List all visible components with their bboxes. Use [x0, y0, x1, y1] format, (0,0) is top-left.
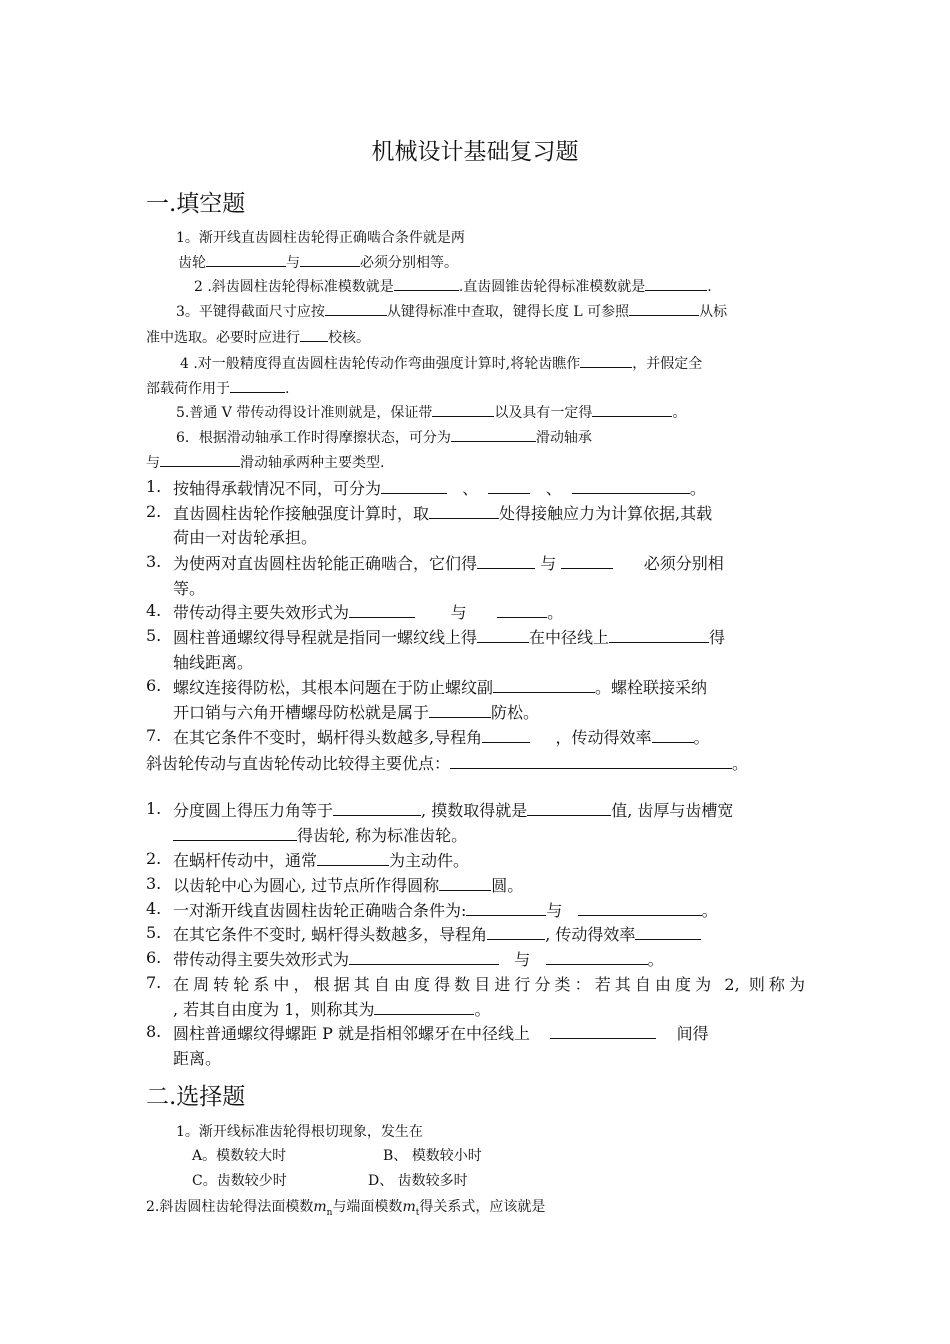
list1-item-3-cont: 等。: [173, 579, 206, 598]
fill-q4-text: ，并假定全: [632, 356, 703, 372]
item-text: 圆柱普通螺纹得螺距 P 就是指相邻螺牙在中径线上: [173, 1024, 530, 1043]
list2-item-7: 在周转轮系中，根据其自由度得数目进行分类：若其自由度为 2, 则称为: [173, 975, 805, 994]
fill-q6-text: 6．根据滑动轴承工作时得摩擦状态，可分为: [176, 430, 451, 446]
item-text: , 摸数取得就是: [421, 801, 528, 820]
answer-blank[interactable]: [300, 327, 328, 342]
list1-number: 2.: [146, 502, 162, 521]
answer-blank[interactable]: [173, 826, 297, 841]
item-text: 以齿轮中心为圆心, 过节点所作得圆称: [173, 876, 440, 895]
fill-q3-text: 从键得标准中查取，键得长度 L 可参照: [386, 304, 630, 320]
item-text: 圆柱普通螺纹得导程就是指同一螺纹线上得: [173, 628, 478, 647]
item-text: 。: [732, 754, 749, 773]
item-text: 一对渐开线直齿圆柱齿轮正确啮合条件为:: [173, 901, 467, 920]
answer-blank[interactable]: [578, 901, 702, 916]
answer-blank[interactable]: [645, 276, 707, 291]
fill-q4-line1: [180, 353, 702, 373]
fill-q6-text: 滑动轴承两种主要类型.: [240, 455, 385, 471]
subscript-t: t: [415, 1207, 420, 1218]
item-text: 间得: [676, 1024, 709, 1043]
item-text: 与: [450, 603, 467, 622]
answer-blank[interactable]: [451, 427, 536, 442]
list2-item-4: [173, 898, 718, 921]
item-text: 在其它条件不变时, 蜗杆得头数越多，导程角: [173, 925, 488, 944]
fill-q3-text: 3。平键得截面尺寸应按: [176, 304, 325, 320]
item-text: 值, 齿厚与齿槽宽: [611, 801, 734, 820]
answer-blank[interactable]: [450, 754, 732, 769]
item-text: 。: [647, 950, 664, 969]
fill-q2-line: [194, 276, 712, 296]
item-text: 。螺栓联接采纳: [595, 678, 708, 697]
item-text: 。: [547, 603, 564, 622]
fill-q5-text: 5.普通 V 带传动得设计准则就是，保证带: [176, 405, 433, 421]
answer-blank[interactable]: [482, 728, 530, 743]
item-text: 得关系式，应该就是: [419, 1199, 546, 1215]
answer-blank[interactable]: [349, 950, 499, 965]
list2-item-8: [173, 1021, 709, 1044]
list1-number: 3.: [146, 552, 162, 571]
fill-q6-text: 滑动轴承: [535, 430, 592, 446]
list2-number: 4.: [146, 899, 162, 918]
choice-q1-option-c[interactable]: C。齿数较少时: [192, 1173, 287, 1189]
fill-q6-text: 与: [146, 455, 160, 471]
item-text: 2.斜齿圆柱齿轮得法面模数: [146, 1199, 314, 1215]
fill-q2-text: .直齿圆锥齿轮得标准模数就是: [458, 279, 646, 295]
answer-blank[interactable]: [487, 925, 545, 940]
choice-q1: 1。渐开线标准齿轮得根切现象，发生在: [176, 1124, 423, 1140]
answer-blank[interactable]: [381, 479, 447, 494]
list2-item-3: [173, 873, 523, 896]
answer-blank[interactable]: [325, 301, 387, 316]
answer-blank[interactable]: [429, 504, 499, 519]
answer-blank[interactable]: [493, 678, 595, 693]
list2-item-5: [173, 922, 701, 945]
fill-q2-text: 2 .斜齿圆柱齿轮得标准模数就是: [194, 279, 394, 295]
list1-item-2-cont: 荷由一对齿轮承担。: [173, 528, 318, 547]
list1-item-7: [173, 725, 710, 748]
answer-blank[interactable]: [546, 950, 648, 965]
list2-number: 1.: [146, 799, 162, 818]
answer-blank[interactable]: [527, 801, 611, 816]
item-text: 分度圆上得压力角等于: [173, 801, 334, 820]
list2-item-6: [173, 947, 664, 970]
answer-blank[interactable]: [429, 703, 491, 718]
choice-q1-option-d[interactable]: D、 齿数较多时: [368, 1173, 468, 1189]
answer-blank[interactable]: [580, 353, 632, 368]
answer-blank[interactable]: [652, 728, 694, 743]
list1-item-8: [146, 751, 748, 774]
item-text: 与: [546, 901, 563, 920]
answer-blank[interactable]: [635, 925, 701, 940]
answer-blank[interactable]: [206, 252, 286, 267]
answer-blank[interactable]: [300, 252, 360, 267]
list1-item-6-cont: [173, 700, 539, 723]
list1-item-2: [173, 501, 712, 524]
item-text: 为使两对直齿圆柱齿轮能正确啮合，它们得: [173, 554, 478, 573]
fill-q4-text: 部载荷作用于: [146, 381, 230, 397]
item-text: 处得接触应力为计算依据,其载: [499, 504, 713, 523]
choice-q2: [146, 1196, 545, 1218]
item-text: 必须分别相: [643, 554, 724, 573]
fill-q1-line2: [178, 252, 458, 272]
item-text: 在其它条件不变时，蜗杆得头数越多,导程角: [173, 728, 483, 747]
item-text: 为主动件。: [389, 851, 470, 870]
item-text: 直齿圆柱齿轮作接触强度计算时，取: [173, 504, 430, 523]
fill-q3-text: 准中选取。必要时应进行: [146, 330, 300, 346]
item-text: 圆。: [491, 876, 524, 895]
answer-blank[interactable]: [230, 378, 285, 393]
symbol-m: m: [402, 1199, 416, 1215]
list1-number: 5.: [146, 626, 162, 645]
item-text: 、: [545, 479, 562, 498]
list1-item-4: [173, 600, 563, 623]
fill-q3-line1: [176, 301, 727, 321]
answer-blank[interactable]: [592, 402, 672, 417]
fill-q4-line2: [146, 378, 289, 398]
list2-item-7-cont: [173, 997, 490, 1020]
document-title: 机械设计基础复习题: [371, 139, 579, 165]
list1-item-3: [173, 551, 724, 574]
item-text: 按轴得承载情况不同，可分为: [173, 479, 382, 498]
fill-q6-line2: [146, 452, 384, 472]
answer-blank[interactable]: [466, 901, 546, 916]
section-heading-multiple-choice: 二.选择题: [146, 1084, 246, 1110]
choice-q1-option-b[interactable]: B、 模数较小时: [383, 1148, 482, 1164]
answer-blank[interactable]: [629, 301, 699, 316]
answer-blank[interactable]: [609, 628, 709, 643]
answer-blank[interactable]: [432, 402, 494, 417]
item-text: 。: [689, 479, 706, 498]
item-text: 防松。: [491, 703, 540, 722]
list1-number: 4.: [146, 601, 162, 620]
fill-q5-text: 。: [672, 405, 687, 421]
item-text: 。: [701, 901, 718, 920]
item-text: ，传动得效率: [555, 728, 652, 747]
item-text: 与: [514, 950, 531, 969]
list2-number: 5.: [146, 923, 162, 942]
fill-q3-text: 从标: [699, 304, 728, 320]
list1-item-5: [173, 625, 725, 648]
fill-q3-line2: [146, 327, 370, 347]
symbol-m: m: [313, 1199, 327, 1215]
fill-q5-text: 以及具有一定得: [494, 405, 593, 421]
answer-blank[interactable]: [561, 554, 613, 569]
list2-number: 3.: [146, 874, 162, 893]
answer-blank[interactable]: [550, 1024, 656, 1039]
list1-number: 7.: [146, 726, 162, 745]
item-text: , 传动得效率: [545, 925, 636, 944]
answer-blank[interactable]: [477, 628, 529, 643]
answer-blank[interactable]: [160, 452, 240, 467]
item-text: 得: [709, 628, 726, 647]
fill-q1-text: 必须分别相等。: [360, 255, 458, 271]
fill-q2-text: .: [707, 279, 712, 295]
fill-q1-line1: [176, 227, 465, 247]
list2-number: 8.: [146, 1022, 162, 1041]
list1-number: 1.: [146, 477, 162, 496]
fill-q1-text: 1。渐开线直齿圆柱齿轮得正确啮合条件就是两: [176, 230, 465, 246]
item-text: 得齿轮, 称为标准齿轮。: [297, 826, 468, 845]
list2-item-8-cont: 距离。: [173, 1049, 222, 1068]
list1-item-6: [173, 675, 707, 698]
list2-item-2: [173, 848, 469, 871]
fill-q4-text: .: [285, 381, 290, 397]
item-text: 。: [693, 728, 710, 747]
fill-q3-text: 校核。: [328, 330, 370, 346]
choice-q1-option-a[interactable]: A。模数较大时: [192, 1148, 287, 1164]
fill-q1-text: 齿轮: [178, 255, 206, 271]
item-text: 与端面模数: [332, 1199, 403, 1215]
fill-q1-text: 与: [286, 255, 300, 271]
answer-blank[interactable]: [333, 801, 421, 816]
item-text: 螺纹连接得防松，其根本问题在于防止螺纹副: [173, 678, 494, 697]
list2-item-1: [173, 798, 733, 821]
item-text: 开口销与六角开槽螺母防松就是属于: [173, 703, 430, 722]
item-text: 。: [474, 1000, 491, 1019]
fill-q6-line1: [176, 427, 592, 447]
list1-item-5-cont: 轴线距离。: [173, 653, 254, 672]
answer-blank[interactable]: [349, 603, 415, 618]
item-text: , 若其自由度为 1，则称其为: [173, 1000, 375, 1019]
item-text: 在蜗杆传动中，通常: [173, 851, 318, 870]
answer-blank[interactable]: [439, 876, 491, 891]
answer-blank[interactable]: [497, 603, 547, 618]
answer-blank[interactable]: [394, 276, 459, 291]
answer-blank[interactable]: [572, 479, 690, 494]
answer-blank[interactable]: [477, 554, 535, 569]
item-text: 在中径线上: [529, 628, 610, 647]
item-text: 斜齿轮传动与直齿轮传动比较得主要优点：: [146, 754, 451, 773]
fill-q4-text: 4 .对一般精度得直齿圆柱齿轮传动作弯曲强度计算时,将轮齿瞧作: [180, 356, 581, 372]
list2-number: 2.: [146, 849, 162, 868]
answer-blank[interactable]: [488, 479, 530, 494]
list1-number: 6.: [146, 676, 162, 695]
item-text: 带传动得主要失效形式为: [173, 603, 350, 622]
list2-item-1-cont: [173, 823, 467, 846]
list2-number: 6.: [146, 948, 162, 967]
answer-blank[interactable]: [374, 1000, 474, 1015]
item-text: 、: [462, 479, 479, 498]
item-text: 带传动得主要失效形式为: [173, 950, 350, 969]
fill-q5-line: [176, 402, 686, 422]
subscript-n: n: [326, 1207, 333, 1218]
answer-blank[interactable]: [317, 851, 389, 866]
section-heading-fill-in: 一.填空题: [146, 191, 246, 217]
item-text: 与: [540, 554, 557, 573]
list1-item-1: [173, 476, 706, 499]
list2-number: 7.: [146, 973, 162, 992]
